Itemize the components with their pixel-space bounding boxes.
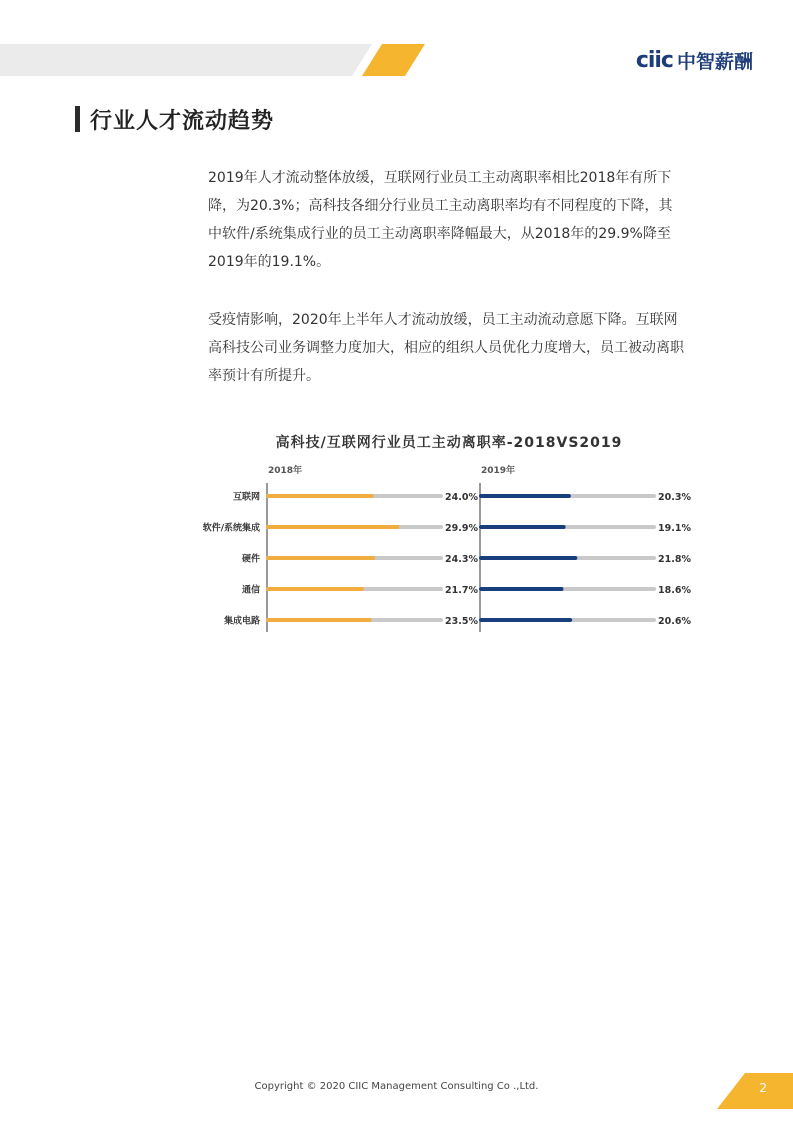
- data-label: 21.7%: [445, 585, 478, 596]
- header-gray-strip: [0, 44, 372, 76]
- data-label: 24.0%: [445, 492, 478, 503]
- turnover-chart: [0, 420, 793, 650]
- data-label: 18.6%: [658, 585, 691, 596]
- paragraph-2: 受疫情影响，2020年上半年人才流动放缓，员工主动流动意愿下降。互联网高科技公司业务调整力度加大，相应的组织人员优化力度增大，员工被动离职率预计有所提升。: [208, 312, 684, 384]
- section-title: [75, 104, 274, 134]
- section-title-text: 行业人才流动趋势: [90, 108, 275, 134]
- header-accent-parallelogram: [362, 44, 425, 76]
- paragraph-1: 2019年人才流动整体放缓，互联网行业员工主动离职率相比2018年有所下降，为20.3%；高科技各细分行业员工主动离职率均有不同程度的下降，其中软件/系统集成行业的员工主动离职率降幅最大，从2018年的29.9%降至2019年的19.1%。: [208, 170, 673, 270]
- section-title-bar: [75, 106, 80, 132]
- ciic-logo: [636, 47, 753, 73]
- category-label: 通信: [241, 585, 260, 596]
- page-number-tab: [717, 1073, 793, 1109]
- data-label: 23.5%: [445, 616, 478, 627]
- data-label: 20.3%: [658, 492, 691, 503]
- category-label: 硬件: [241, 554, 260, 565]
- logo-name: 中智薪酬: [676, 50, 753, 73]
- legend-label-2019: 2019年: [481, 466, 516, 476]
- legend-label-2018: 2018年: [268, 466, 303, 476]
- category-label: 软件/系统集成: [202, 523, 260, 534]
- category-label: 集成电路: [223, 616, 260, 627]
- page-number: 2: [759, 1081, 767, 1095]
- logo-mark: ciic: [635, 47, 673, 73]
- data-label: 24.3%: [445, 554, 478, 565]
- footer-copyright: Copyright © 2020 CIIC Management Consulting Co .,Ltd.: [254, 1081, 539, 1092]
- chart-title: 高科技/互联网行业员工主动离职率-2018VS2019: [275, 435, 623, 451]
- data-label: 20.6%: [658, 616, 691, 627]
- data-label: 29.9%: [445, 523, 478, 534]
- data-label: 19.1%: [658, 523, 691, 534]
- data-label: 21.8%: [658, 554, 691, 565]
- page-tab-shape: [717, 1073, 793, 1109]
- category-label: 互联网: [232, 492, 260, 503]
